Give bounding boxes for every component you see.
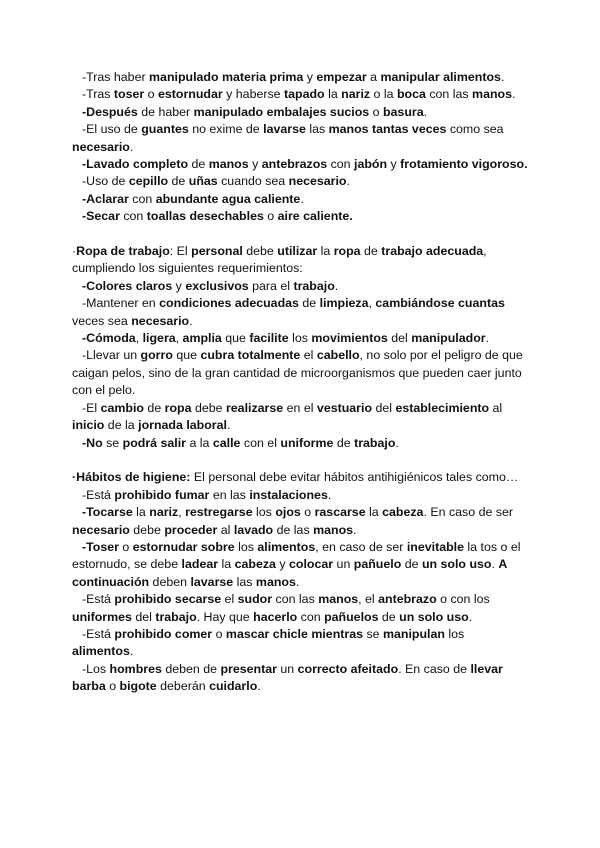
bold-text-run: aire caliente.: [277, 209, 353, 224]
text-run: .: [468, 609, 473, 624]
bold-text-run: A continuación: [72, 557, 507, 589]
bold-text-run: utilizar: [277, 244, 318, 259]
bold-text-run: ladear: [181, 557, 219, 572]
list-item: [72, 278, 528, 295]
bold-text-run: manos: [318, 592, 359, 607]
list-item: [72, 121, 528, 156]
text-run: de: [378, 609, 400, 624]
bold-text-run: prohibido comer: [114, 626, 213, 641]
text-run: veces sea: [72, 313, 132, 328]
paragraph-spacer: [72, 226, 528, 243]
bold-text-run: instalaciones: [249, 487, 328, 502]
bold-text-run: boca: [396, 87, 426, 102]
bold-text-run: -Secar: [82, 209, 120, 224]
bold-text-run: ojos: [275, 505, 301, 520]
text-run: .: [511, 87, 516, 102]
list-item: [72, 539, 528, 591]
bold-text-run: rascarse: [314, 505, 366, 520]
text-run: que: [172, 348, 201, 363]
bold-text-run: correcto afeitado: [297, 661, 399, 676]
bold-text-run: manos tantas veces: [328, 122, 447, 137]
bold-text-run: lavarse: [263, 122, 306, 137]
text-run: de: [401, 557, 422, 572]
text-run: o: [144, 87, 158, 102]
text-run: .: [353, 522, 357, 537]
bold-text-run: manipulador: [411, 331, 486, 346]
text-run: a la: [186, 435, 213, 450]
bold-text-run: manos: [313, 522, 354, 537]
bold-text-run: personal: [191, 244, 243, 259]
bold-text-run: facilite: [249, 331, 289, 346]
text-run: la: [317, 244, 334, 259]
text-run: cuando sea: [217, 174, 289, 189]
bold-text-run: alimentos: [257, 539, 316, 554]
bold-text-run: ropa: [164, 400, 192, 415]
bold-text-run: inevitable: [406, 539, 464, 554]
bold-text-run: cabeza: [234, 557, 276, 572]
bold-text-run: cabello: [316, 348, 360, 363]
bold-text-run: mascar chicle mientras: [225, 626, 363, 641]
list-item: [72, 330, 528, 347]
text-run: El personal debe evitar hábitos antihigiénicos tales como…: [190, 470, 519, 485]
bold-text-run: -Aclarar: [82, 191, 129, 206]
text-run: de: [298, 296, 320, 311]
text-run: deben: [149, 574, 191, 589]
text-run: de la: [104, 418, 139, 433]
bold-text-run: estornudar: [157, 87, 223, 102]
list-item: [72, 661, 528, 696]
list-item: [72, 69, 528, 86]
text-run: . En caso de ser: [423, 505, 514, 520]
bold-text-run: guantes: [141, 122, 189, 137]
list-item: [72, 626, 528, 661]
bold-text-run: uñas: [188, 174, 218, 189]
text-run: con el: [240, 435, 281, 450]
list-item: [72, 208, 528, 225]
text-run: debe: [242, 244, 278, 259]
text-run: ,: [178, 505, 186, 520]
list-item: [72, 591, 528, 626]
bold-text-run: basura: [382, 104, 424, 119]
bold-text-run: frotamiento vigoroso.: [400, 157, 528, 172]
text-run: con las: [272, 592, 319, 607]
text-run: y: [387, 157, 401, 172]
bold-text-run: prohibido secarse: [114, 592, 222, 607]
text-run: de: [188, 157, 209, 172]
text-run: de: [333, 435, 355, 450]
bold-text-run: necesario: [72, 139, 130, 154]
text-run: del: [387, 331, 412, 346]
text-run: -Tras: [82, 87, 114, 102]
text-run: -Tras haber: [82, 70, 150, 84]
text-run: ,: [175, 331, 183, 346]
text-run: los: [288, 331, 312, 346]
bold-text-run: movimientos: [311, 331, 388, 346]
bold-text-run: -Colores claros: [82, 278, 173, 293]
text-run: al: [489, 400, 503, 415]
bold-text-run: manos: [472, 87, 512, 102]
bold-text-run: cubra totalmente: [200, 348, 301, 363]
bold-text-run: nariz: [341, 87, 371, 102]
text-run: . En caso de: [398, 661, 471, 676]
bold-text-run: cuidarlo: [209, 679, 258, 694]
bold-text-run: calle: [212, 435, 241, 450]
text-run: de: [168, 174, 189, 189]
text-run: : El: [169, 244, 192, 259]
text-run: y haberse: [222, 87, 285, 102]
bold-text-run: bigote: [119, 679, 157, 694]
text-run: debe: [129, 522, 165, 537]
text-run: los: [252, 505, 276, 520]
bold-text-run: podrá salir: [122, 435, 186, 450]
bold-text-run: proceder: [164, 522, 218, 537]
bold-text-run: -Lavado completo: [82, 157, 189, 172]
bold-text-run: presentar: [220, 661, 277, 676]
text-run: con las: [425, 87, 473, 102]
list-item: [72, 104, 528, 121]
text-run: del: [131, 609, 156, 624]
text-run: la: [324, 87, 342, 102]
text-run: se: [102, 435, 123, 450]
bold-text-run: pañuelos: [324, 609, 379, 624]
text-run: .: [334, 278, 339, 293]
bold-text-run: gorro: [140, 348, 173, 363]
bold-text-run: exclusivos: [185, 278, 249, 293]
text-run: o la: [370, 87, 397, 102]
bold-text-run: cambio: [100, 400, 144, 415]
text-run: debe: [191, 400, 226, 415]
text-run: con: [327, 157, 355, 172]
text-run: que: [221, 331, 250, 346]
text-run: -El: [82, 400, 101, 415]
bold-text-run: estornudar sobre: [132, 539, 235, 554]
bold-text-run: antebrazo: [378, 592, 437, 607]
text-run: .: [395, 435, 399, 450]
bold-text-run: trabajo: [155, 609, 197, 624]
list-item: [72, 156, 528, 173]
bold-text-run: necesario: [131, 313, 190, 328]
text-run: el: [221, 592, 238, 607]
text-run: la: [132, 505, 150, 520]
text-run: un: [276, 661, 298, 676]
bold-text-run: manipular alimentos: [380, 70, 501, 84]
bold-text-run: manipulan: [382, 626, 445, 641]
bold-text-run: cambiándose cuantas: [375, 296, 505, 311]
bold-text-run: amplia: [182, 331, 222, 346]
bold-text-run: hacerlo: [253, 609, 298, 624]
bold-text-run: empezar: [316, 70, 367, 84]
bold-text-run: inicio: [72, 418, 105, 433]
bold-text-run: antebrazos: [261, 157, 328, 172]
bold-text-run: uniforme: [280, 435, 334, 450]
text-run: y: [303, 70, 317, 84]
text-run: la: [218, 557, 235, 572]
list-item: [72, 347, 528, 399]
bold-text-run: un solo uso: [399, 609, 469, 624]
bold-text-run: -Después: [82, 104, 138, 119]
bold-text-run: pañuelo: [353, 557, 402, 572]
text-run: a: [366, 70, 381, 84]
bold-text-run: trabajo: [293, 278, 335, 293]
bold-text-run: realizarse: [225, 400, 284, 415]
text-run: .: [226, 418, 231, 433]
text-run: o: [263, 209, 278, 224]
bold-text-run: cabeza: [382, 505, 424, 520]
text-run: y: [248, 157, 262, 172]
bold-text-run: colocar: [289, 557, 334, 572]
text-run: ,: [368, 296, 376, 311]
bold-text-run: limpieza: [319, 296, 369, 311]
bold-text-run: manipulado materia prima: [149, 70, 304, 84]
text-run: los: [234, 539, 258, 554]
text-run: -Los: [82, 661, 110, 676]
text-run: , el: [358, 592, 379, 607]
text-run: .: [485, 331, 490, 346]
bold-text-run: trabajo adecuada: [381, 244, 484, 259]
text-run: -Está: [82, 487, 115, 502]
text-run: la tos o el estornudo, se debe: [72, 539, 521, 572]
bold-text-run: toser: [113, 87, 145, 102]
bold-text-run: -Cómoda: [82, 331, 136, 346]
text-run: al: [217, 522, 234, 537]
paragraph-spacer: [72, 452, 528, 469]
text-run: el: [300, 348, 317, 363]
work-clothing-section: [72, 243, 528, 452]
text-run: y: [172, 278, 186, 293]
text-run: , en caso de ser: [315, 539, 407, 554]
text-run: de haber: [137, 104, 194, 119]
text-run: un: [333, 557, 354, 572]
bold-text-run: Ropa de trabajo: [76, 244, 170, 259]
bold-text-run: uniformes: [72, 609, 132, 624]
text-run: .: [129, 644, 134, 659]
text-run: de las: [273, 522, 314, 537]
text-run: .: [346, 174, 350, 189]
list-item: [72, 295, 528, 330]
bold-text-run: hombres: [109, 661, 162, 676]
bold-text-run: condiciones adecuadas: [159, 296, 299, 311]
bold-text-run: prohibido fumar: [114, 487, 210, 502]
text-run: o: [118, 539, 133, 554]
bold-text-run: ropa: [333, 244, 361, 259]
text-run: .: [300, 191, 304, 206]
list-item: [72, 400, 528, 435]
text-run: los: [444, 626, 465, 641]
bold-text-run: ·Hábitos de higiene:: [72, 470, 191, 485]
text-run: en el: [283, 400, 317, 415]
text-run: .: [423, 104, 428, 119]
bold-text-run: trabajo: [354, 435, 396, 450]
text-run: con: [128, 191, 156, 206]
document-body: [72, 69, 528, 696]
bold-text-run: necesario: [288, 174, 347, 189]
text-run: .: [295, 574, 300, 589]
text-run: se: [363, 626, 383, 641]
bold-text-run: manos: [208, 157, 249, 172]
list-item: [72, 173, 528, 190]
text-run: -Está: [82, 626, 115, 641]
text-run: .: [327, 487, 332, 502]
list-item: [72, 487, 528, 504]
section-heading-work-clothing: [72, 243, 528, 278]
bold-text-run: necesario: [72, 522, 130, 537]
text-run: en las: [209, 487, 250, 502]
bold-text-run: toallas desechables: [146, 209, 264, 224]
text-run: -Mantener en: [82, 296, 160, 311]
text-run: del: [372, 400, 396, 415]
bold-text-run: ligera: [142, 331, 176, 346]
text-run: .: [500, 70, 505, 84]
bold-text-run: jornada laboral: [138, 418, 227, 433]
text-run: y: [275, 557, 290, 572]
text-run: .: [189, 313, 193, 328]
bold-text-run: -Toser: [82, 539, 119, 554]
list-item: [72, 435, 528, 452]
text-run: .: [491, 557, 499, 572]
bold-text-run: -No: [82, 435, 103, 450]
bold-text-run: abundante agua caliente: [155, 191, 301, 206]
text-run: o: [212, 626, 226, 641]
text-run: -Llevar un: [82, 348, 141, 363]
bold-text-run: alimentos: [72, 644, 130, 659]
text-run: con: [119, 209, 147, 224]
text-run: , cumpliendo los siguientes requerimientos:: [72, 244, 487, 276]
text-run: -El uso de: [82, 122, 142, 137]
text-run: ,: [135, 331, 143, 346]
text-run: ·: [72, 244, 77, 259]
text-run: o: [105, 679, 120, 694]
text-run: las: [305, 122, 329, 137]
bold-text-run: establecimiento: [395, 400, 490, 415]
bold-text-run: restregarse: [185, 505, 253, 520]
handwashing-list: [72, 69, 528, 226]
text-run: de: [143, 400, 165, 415]
bold-text-run: llevar barba: [72, 661, 503, 694]
hygiene-habits-section: [72, 469, 528, 695]
text-run: , no solo por el peligro de que caigan pelos, sino de la gran cantidad de microorganismos que pueden caer junto con el pelo.: [72, 348, 523, 398]
text-run: deben de: [161, 661, 221, 676]
bold-text-run: cepillo: [128, 174, 169, 189]
bold-text-run: manipulado embalajes sucios: [193, 104, 370, 119]
text-run: -Está: [82, 592, 115, 607]
bold-text-run: sudor: [237, 592, 273, 607]
list-item: [72, 504, 528, 539]
bold-text-run: un solo uso: [421, 557, 492, 572]
text-run: deberán: [156, 679, 210, 694]
bold-text-run: jabón: [354, 157, 388, 172]
bold-text-run: lavado: [233, 522, 274, 537]
text-run: . Hay que: [196, 609, 254, 624]
section-heading-hygiene-habits: [72, 469, 528, 486]
bold-text-run: lavarse: [190, 574, 234, 589]
text-run: o: [300, 505, 315, 520]
bold-text-run: manos: [255, 574, 296, 589]
list-item: [72, 191, 528, 208]
text-run: .: [129, 139, 134, 154]
text-run: o: [369, 104, 383, 119]
text-run: de: [360, 244, 382, 259]
text-run: no exime de: [188, 122, 264, 137]
text-run: -Uso de: [82, 174, 129, 189]
text-run: como sea: [446, 122, 504, 137]
bold-text-run: vestuario: [316, 400, 373, 415]
bold-text-run: -Tocarse: [82, 505, 133, 520]
text-run: la: [365, 505, 383, 520]
list-item: [72, 86, 528, 103]
text-run: o con los: [436, 592, 490, 607]
text-run: para el: [248, 278, 294, 293]
bold-text-run: tapado: [284, 87, 325, 102]
text-run: .: [257, 679, 261, 694]
text-run: las: [233, 574, 256, 589]
bold-text-run: nariz: [149, 505, 179, 520]
text-run: con: [297, 609, 325, 624]
